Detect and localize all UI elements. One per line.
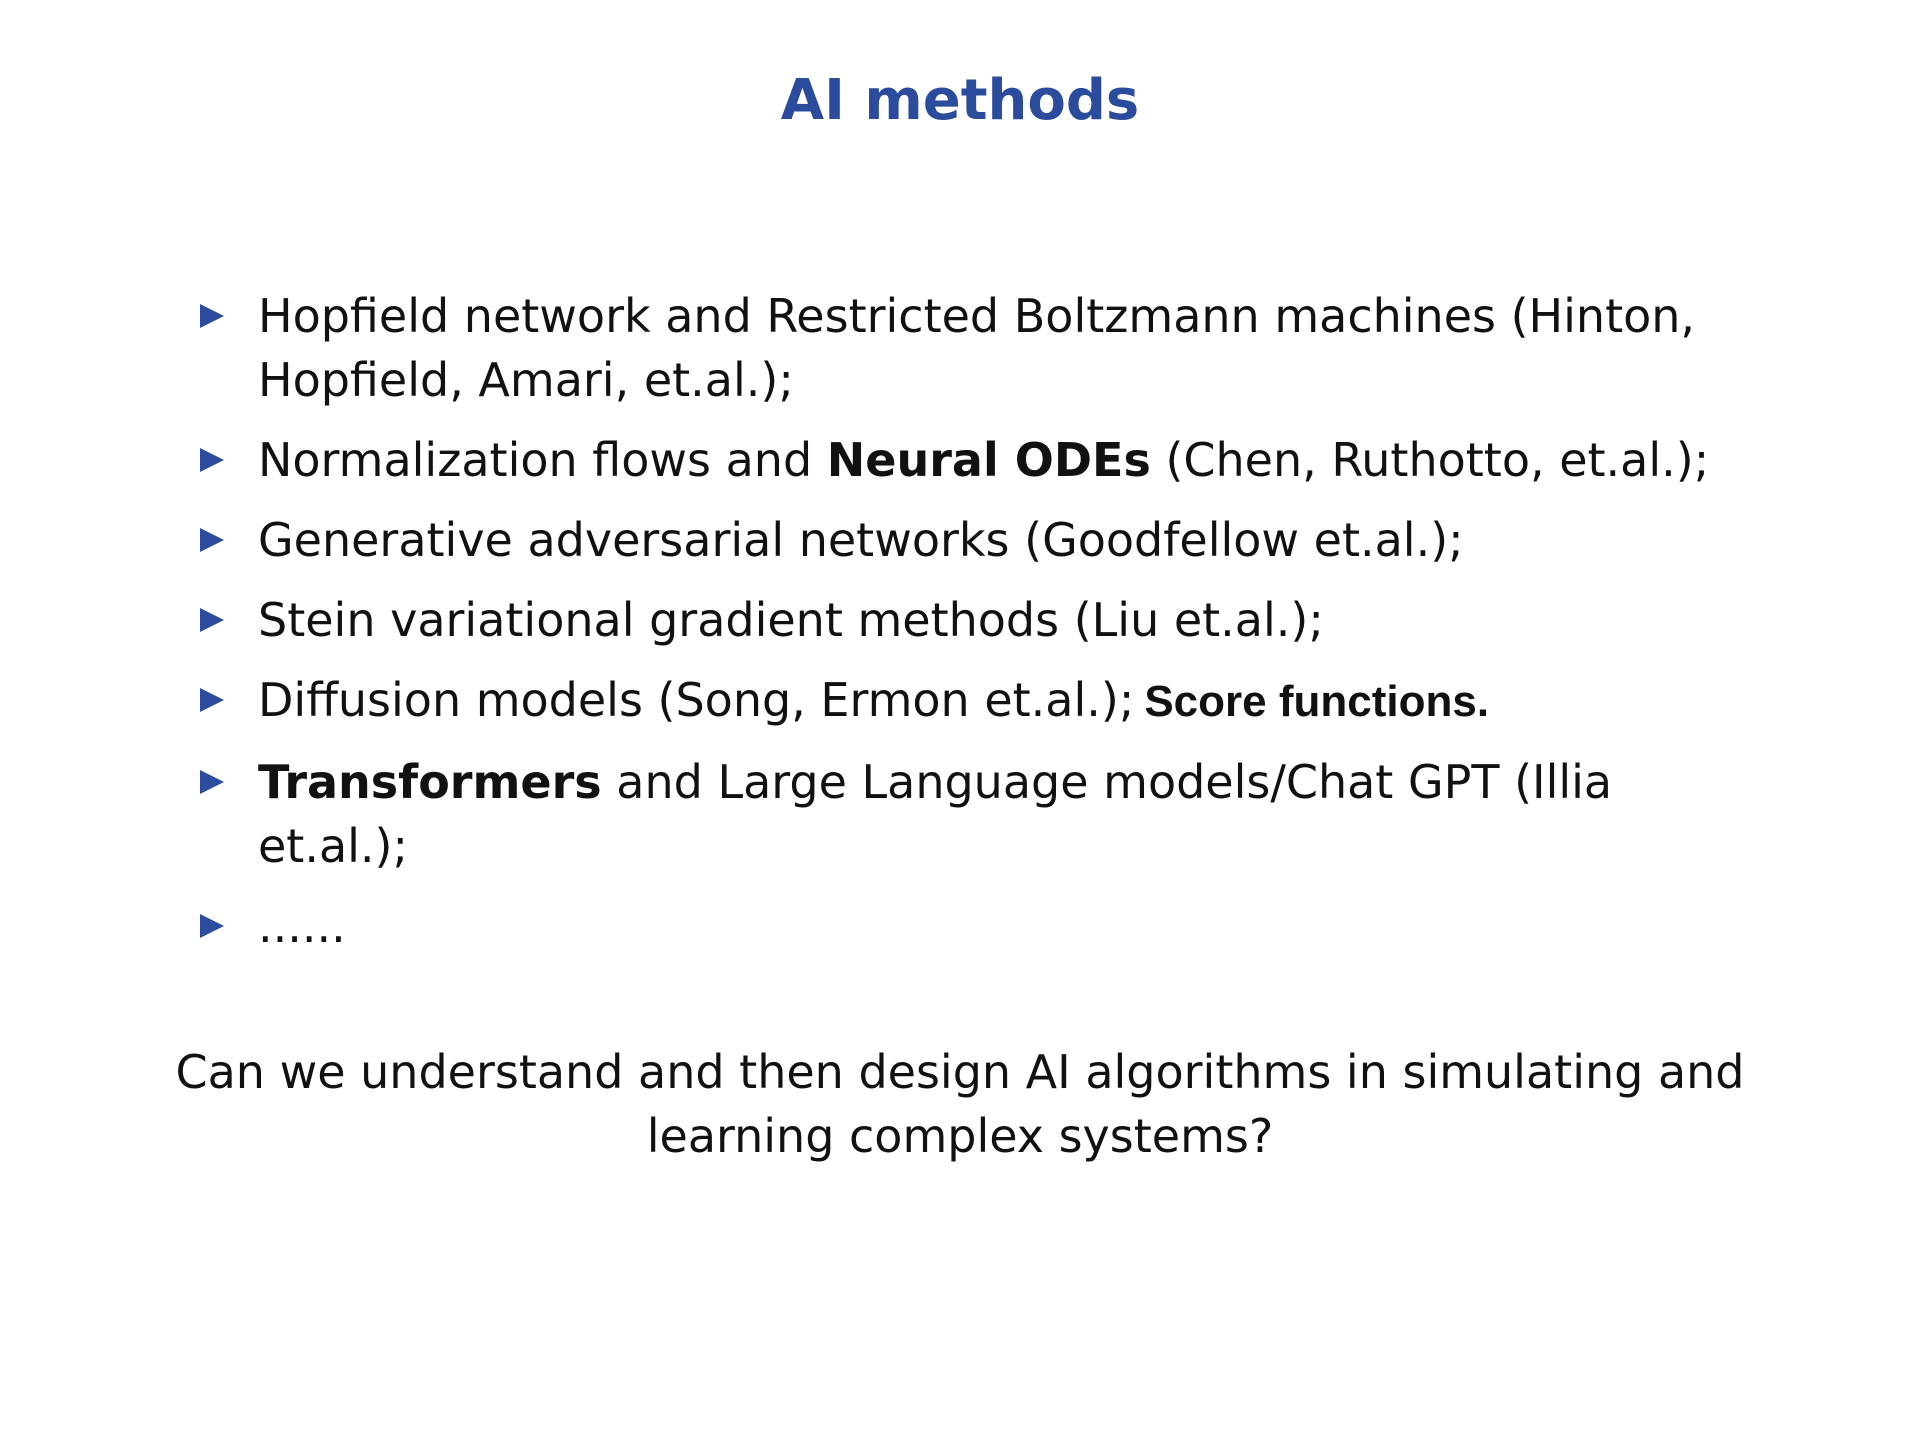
- list-item: [200, 284, 1760, 412]
- bullet-emphasis: Neural ODEs: [826, 433, 1151, 487]
- triangle-right-icon: [200, 608, 224, 632]
- score-functions-note: Score functions.: [1144, 677, 1490, 726]
- list-item: [200, 750, 1760, 878]
- bullet-text-tail: and Large Language models/Chat GPT (Illia et.al.);: [258, 755, 1613, 873]
- list-item: [200, 588, 1760, 652]
- triangle-right-icon: [200, 448, 224, 472]
- slide-title: AI methods: [780, 68, 1140, 133]
- bullet-text: Hopfield network and Restricted Boltzmann machines (Hinton, Hopfield, Amari, et.al.);: [258, 289, 1696, 407]
- bullet-text-tail: (Chen, Ruthotto, et.al.);: [1150, 433, 1710, 487]
- list-item: [200, 428, 1760, 492]
- bullet-text: Generative adversarial networks (Goodfellow et.al.);: [258, 513, 1464, 567]
- bullet-text: Normalization flows and: [258, 433, 827, 487]
- list-item: [200, 894, 1760, 958]
- list-item: [200, 508, 1760, 572]
- triangle-right-icon: [200, 528, 224, 552]
- list-item: [200, 668, 1760, 734]
- bullet-text: Stein variational gradient methods (Liu et.al.);: [258, 593, 1324, 647]
- closing-question: Can we understand and then design AI algorithms in simulating and learning complex systems?: [175, 1045, 1745, 1163]
- bullet-emphasis: Transformers: [258, 755, 602, 809]
- bullet-list: [200, 284, 1760, 974]
- bullet-text: Diffusion models (Song, Ermon et.al.);: [258, 673, 1135, 727]
- triangle-right-icon: [200, 688, 224, 712]
- triangle-right-icon: [200, 304, 224, 328]
- triangle-right-icon: [200, 914, 224, 938]
- triangle-right-icon: [200, 770, 224, 794]
- bullet-text: ......: [258, 899, 346, 953]
